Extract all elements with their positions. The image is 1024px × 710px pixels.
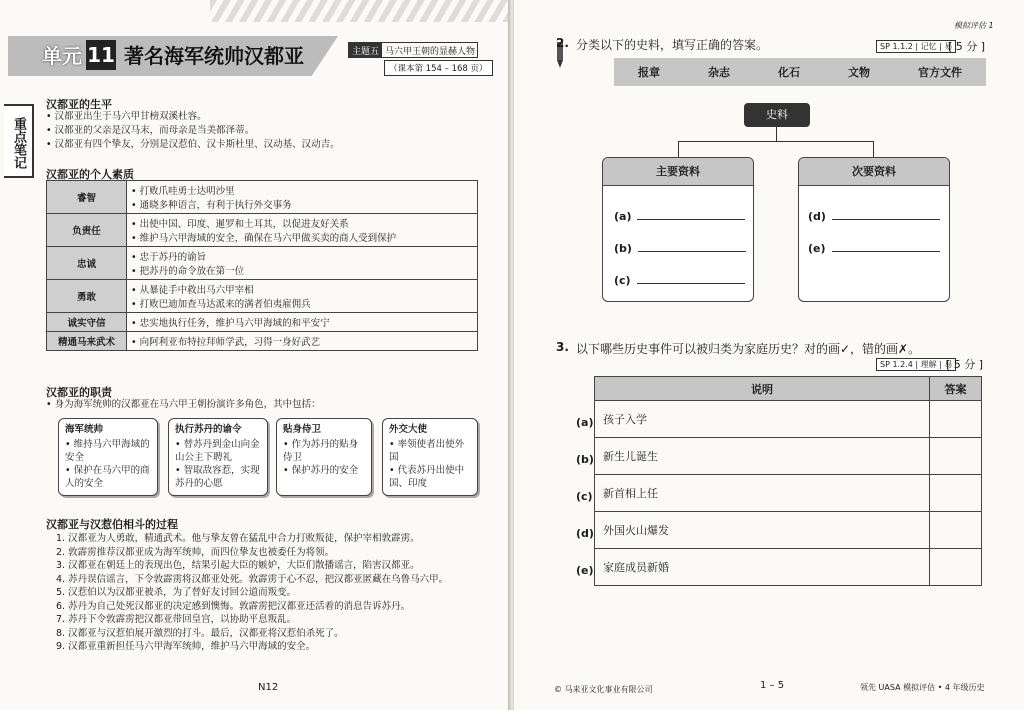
roles-intro-line bbox=[46, 398, 321, 412]
table-row bbox=[47, 247, 478, 280]
table-row bbox=[595, 401, 982, 438]
trait-values bbox=[127, 313, 478, 332]
events-heading: 汉都亚与汉惹伯相斗的过程 bbox=[46, 518, 178, 531]
primary-title: 主要资料 bbox=[603, 158, 753, 186]
col-description: 说明 bbox=[595, 377, 930, 401]
tree-connector bbox=[678, 141, 679, 157]
trait-value: • 忠实地执行任务，维护马六甲海域的和平安宁 bbox=[131, 315, 473, 329]
trait-key: 睿智 bbox=[47, 181, 127, 214]
row-description: 家庭成员新婚 bbox=[595, 549, 930, 586]
roles-intro: • 身为海军统帅的汉都亚在马六甲王朝扮演许多角色，其中包括： bbox=[46, 398, 321, 412]
traits-table bbox=[46, 180, 478, 351]
role-box bbox=[276, 418, 372, 496]
list-item: 6. 苏丹为自己处死汉都亚的决定感到懊悔。敦霹雳把汉都亚还活着的消息告诉苏丹。 bbox=[56, 600, 411, 612]
role-item: • 保护苏丹的安全 bbox=[283, 464, 365, 477]
blank-label: (a) bbox=[614, 210, 632, 223]
q3-marks: [ 5 分 ] bbox=[946, 358, 984, 371]
events-list bbox=[56, 532, 496, 654]
table-row bbox=[595, 475, 982, 512]
row-label: (e) bbox=[576, 564, 594, 577]
role-title: 执行苏丹的谕令 bbox=[175, 424, 242, 435]
right-page bbox=[514, 0, 1024, 710]
list-item: 3. 汉都亚在朝廷上的表现出色，结果引起大臣的嫉妒，大臣们散播谣言，陷害汉都亚。 bbox=[56, 560, 420, 571]
trait-value: • 打败巴迪加查马达派来的满者伯夷雇佣兵 bbox=[131, 296, 473, 310]
side-tab: 重点笔记 bbox=[4, 104, 34, 178]
secondary-title: 次要资料 bbox=[799, 158, 949, 186]
trait-value: • 维护马六甲海域的安全，确保在马六甲做买卖的商人受到保护 bbox=[131, 230, 473, 244]
list-item: 5. 汉惹伯以为汉都亚被杀，为了替好友讨回公道而叛变。 bbox=[56, 587, 297, 598]
list-item: 4. 苏丹误信谣言，下令敦霹雳将汉都亚处死。敦霹雳于心不忍，把汉都亚匿藏在乌鲁马六甲。 bbox=[56, 573, 449, 585]
trait-values bbox=[127, 181, 478, 214]
trait-values bbox=[127, 280, 478, 313]
answer-blank[interactable] bbox=[614, 274, 745, 287]
source-item: 报章 bbox=[638, 66, 660, 79]
blank-label: (d) bbox=[808, 210, 826, 223]
table-row bbox=[47, 181, 478, 214]
source-item: 文物 bbox=[848, 66, 870, 79]
answer-blank[interactable] bbox=[808, 242, 940, 255]
role-item: • 保护在马六甲的商人的安全 bbox=[65, 464, 151, 490]
blank-label: (e) bbox=[808, 242, 826, 255]
answer-blank[interactable] bbox=[614, 210, 745, 223]
list-item: 9. 汉都亚重新担任马六甲海军统帅，维护马六甲海域的安全。 bbox=[56, 641, 316, 652]
col-answer: 答案 bbox=[930, 377, 982, 401]
blank-label: (b) bbox=[614, 242, 632, 255]
role-title: 外交大使 bbox=[389, 424, 428, 435]
role-item: • 代表苏丹出使中国、印度 bbox=[389, 464, 471, 490]
table-row bbox=[47, 313, 478, 332]
history-table bbox=[594, 376, 982, 586]
list-item: 8. 汉都亚与汉惹伯展开激烈的打斗。最后，汉都亚将汉惹伯杀死了。 bbox=[56, 627, 344, 639]
tree-connector bbox=[678, 141, 874, 142]
bio-item: • 汉都亚有四个挚友，分别是汉惹伯、汉卡斯杜里、汉动基、汉动吉。 bbox=[46, 138, 340, 152]
table-row bbox=[595, 512, 982, 549]
secondary-box bbox=[798, 157, 950, 302]
q2-text: 分类以下的史料，填写正确的答案。 bbox=[576, 38, 769, 52]
row-label: (c) bbox=[576, 490, 593, 503]
unit-title: 著名海军统帅汉都亚 bbox=[124, 44, 304, 68]
list-item: 7. 苏丹下令敦霹雳把汉都亚带回皇宫，以协助平息叛乱。 bbox=[56, 614, 297, 625]
role-box bbox=[168, 418, 268, 496]
trait-value: • 打败爪哇勇士达明沙里 bbox=[131, 183, 473, 197]
tree-connector bbox=[873, 141, 874, 157]
theme-box bbox=[348, 42, 478, 58]
q2-marks: [ 5 分 ] bbox=[948, 40, 986, 53]
trait-value: • 从暴徒手中救出马六甲宰相 bbox=[131, 282, 473, 296]
table-header-row bbox=[595, 377, 982, 401]
row-description: 孩子入学 bbox=[595, 401, 930, 438]
row-description: 新首相上任 bbox=[595, 475, 930, 512]
bio-item: • 汉都亚的父亲是汉马末，而母亲是当美都泽蒂。 bbox=[46, 124, 340, 138]
theme-tag: 主题五 bbox=[349, 43, 382, 57]
page-header: 模拟评估 1 bbox=[954, 21, 994, 30]
role-item: • 替苏丹到金山向金山公主下聘礼 bbox=[175, 438, 261, 464]
answer-cell[interactable] bbox=[930, 401, 982, 438]
q2-sp-code: SP 1.1.2 | 记忆 | 易 bbox=[876, 40, 956, 53]
answer-cell[interactable] bbox=[930, 549, 982, 586]
left-page bbox=[0, 0, 510, 710]
answer-cell[interactable] bbox=[930, 512, 982, 549]
role-box bbox=[58, 418, 158, 496]
row-label: (b) bbox=[576, 453, 594, 466]
role-box bbox=[382, 418, 478, 496]
q2-number: 2. bbox=[556, 36, 569, 50]
source-item: 杂志 bbox=[708, 66, 730, 79]
role-item: • 智取敌容惹，实现苏丹的心愿 bbox=[175, 464, 261, 490]
trait-values bbox=[127, 332, 478, 351]
series-title: 领先 UASA 模拟评估 • 4 年级历史 bbox=[860, 683, 985, 692]
q3-sp-code: SP 1.2.4 | 理解 | 易 bbox=[876, 358, 956, 371]
source-item: 化石 bbox=[778, 66, 800, 79]
page-number: N12 bbox=[258, 682, 279, 693]
bio-heading: 汉都亚的生平 bbox=[46, 98, 112, 111]
answer-cell[interactable] bbox=[930, 475, 982, 512]
trait-key: 精通马来武术 bbox=[47, 332, 127, 351]
table-row bbox=[47, 280, 478, 313]
trait-key: 勇敢 bbox=[47, 280, 127, 313]
roles-heading: 汉都亚的职责 bbox=[46, 386, 112, 399]
page-number: 1 – 5 bbox=[760, 680, 785, 691]
list-item: 2. 敦霹雳推荐汉都亚成为海军统帅，而四位挚友也被委任为将领。 bbox=[56, 546, 335, 558]
trait-values bbox=[127, 214, 478, 247]
sources-bar bbox=[614, 58, 986, 86]
row-description: 新生儿诞生 bbox=[595, 438, 930, 475]
theme-text: 马六甲王朝的显赫人物 bbox=[385, 46, 476, 57]
role-title: 海军统帅 bbox=[65, 424, 104, 435]
role-title: 贴身侍卫 bbox=[283, 424, 322, 435]
blank-label: (c) bbox=[614, 274, 631, 287]
q3-text: 以下哪些历史事件可以被归类为家庭历史？对的画✓，错的画✗。 bbox=[576, 342, 921, 356]
row-description: 外国火山爆发 bbox=[595, 512, 930, 549]
unit-label: 单元 bbox=[42, 44, 82, 68]
decorative-stripes bbox=[210, 0, 510, 22]
row-label: (d) bbox=[576, 527, 594, 540]
trait-value: • 向阿利亚布特拉拜师学武，习得一身好武艺 bbox=[131, 334, 473, 348]
role-item: • 维持马六甲海域的安全 bbox=[65, 438, 151, 464]
bio-list bbox=[46, 110, 340, 152]
trait-key: 负责任 bbox=[47, 214, 127, 247]
role-item: • 率领使者出使外国 bbox=[389, 438, 471, 464]
trait-key: 忠诚 bbox=[47, 247, 127, 280]
role-item: • 作为苏丹的贴身侍卫 bbox=[283, 438, 365, 464]
trait-key: 诚实守信 bbox=[47, 313, 127, 332]
textbook-ref: （课本第 154 – 168 页） bbox=[384, 60, 493, 76]
answer-blank[interactable] bbox=[808, 210, 940, 223]
trait-value: • 出使中国、印度、暹罗和土耳其，以促进友好关系 bbox=[131, 216, 473, 230]
trait-value: • 把苏丹的命令放在第一位 bbox=[131, 263, 473, 277]
row-label: (a) bbox=[576, 416, 594, 429]
q3-number: 3. bbox=[556, 340, 569, 354]
answer-blank[interactable] bbox=[614, 242, 746, 255]
publisher: © 马来亚文化事业有限公司 bbox=[554, 685, 653, 694]
table-row bbox=[595, 549, 982, 586]
bio-item: • 汉都亚出生于马六甲甘榜双溪杜容。 bbox=[46, 110, 340, 124]
root-node: 史料 bbox=[744, 103, 810, 127]
table-row bbox=[595, 438, 982, 475]
list-item: 1. 汉都亚为人勇敢，精通武术。他与挚友曾在猛乱中合力打败叛徒，保护宰相敦霹雳。 bbox=[56, 533, 420, 544]
tree-connector bbox=[776, 127, 777, 142]
trait-values bbox=[127, 247, 478, 280]
table-row bbox=[47, 332, 478, 351]
trait-value: • 通晓多种语言，有利于执行外交事务 bbox=[131, 197, 473, 211]
source-item: 官方文件 bbox=[918, 66, 962, 79]
trait-value: • 忠于苏丹的谕旨 bbox=[131, 249, 473, 263]
table-row bbox=[47, 214, 478, 247]
unit-number: 11 bbox=[86, 40, 116, 70]
traits-heading: 汉都亚的个人素质 bbox=[46, 168, 134, 181]
answer-cell[interactable] bbox=[930, 438, 982, 475]
